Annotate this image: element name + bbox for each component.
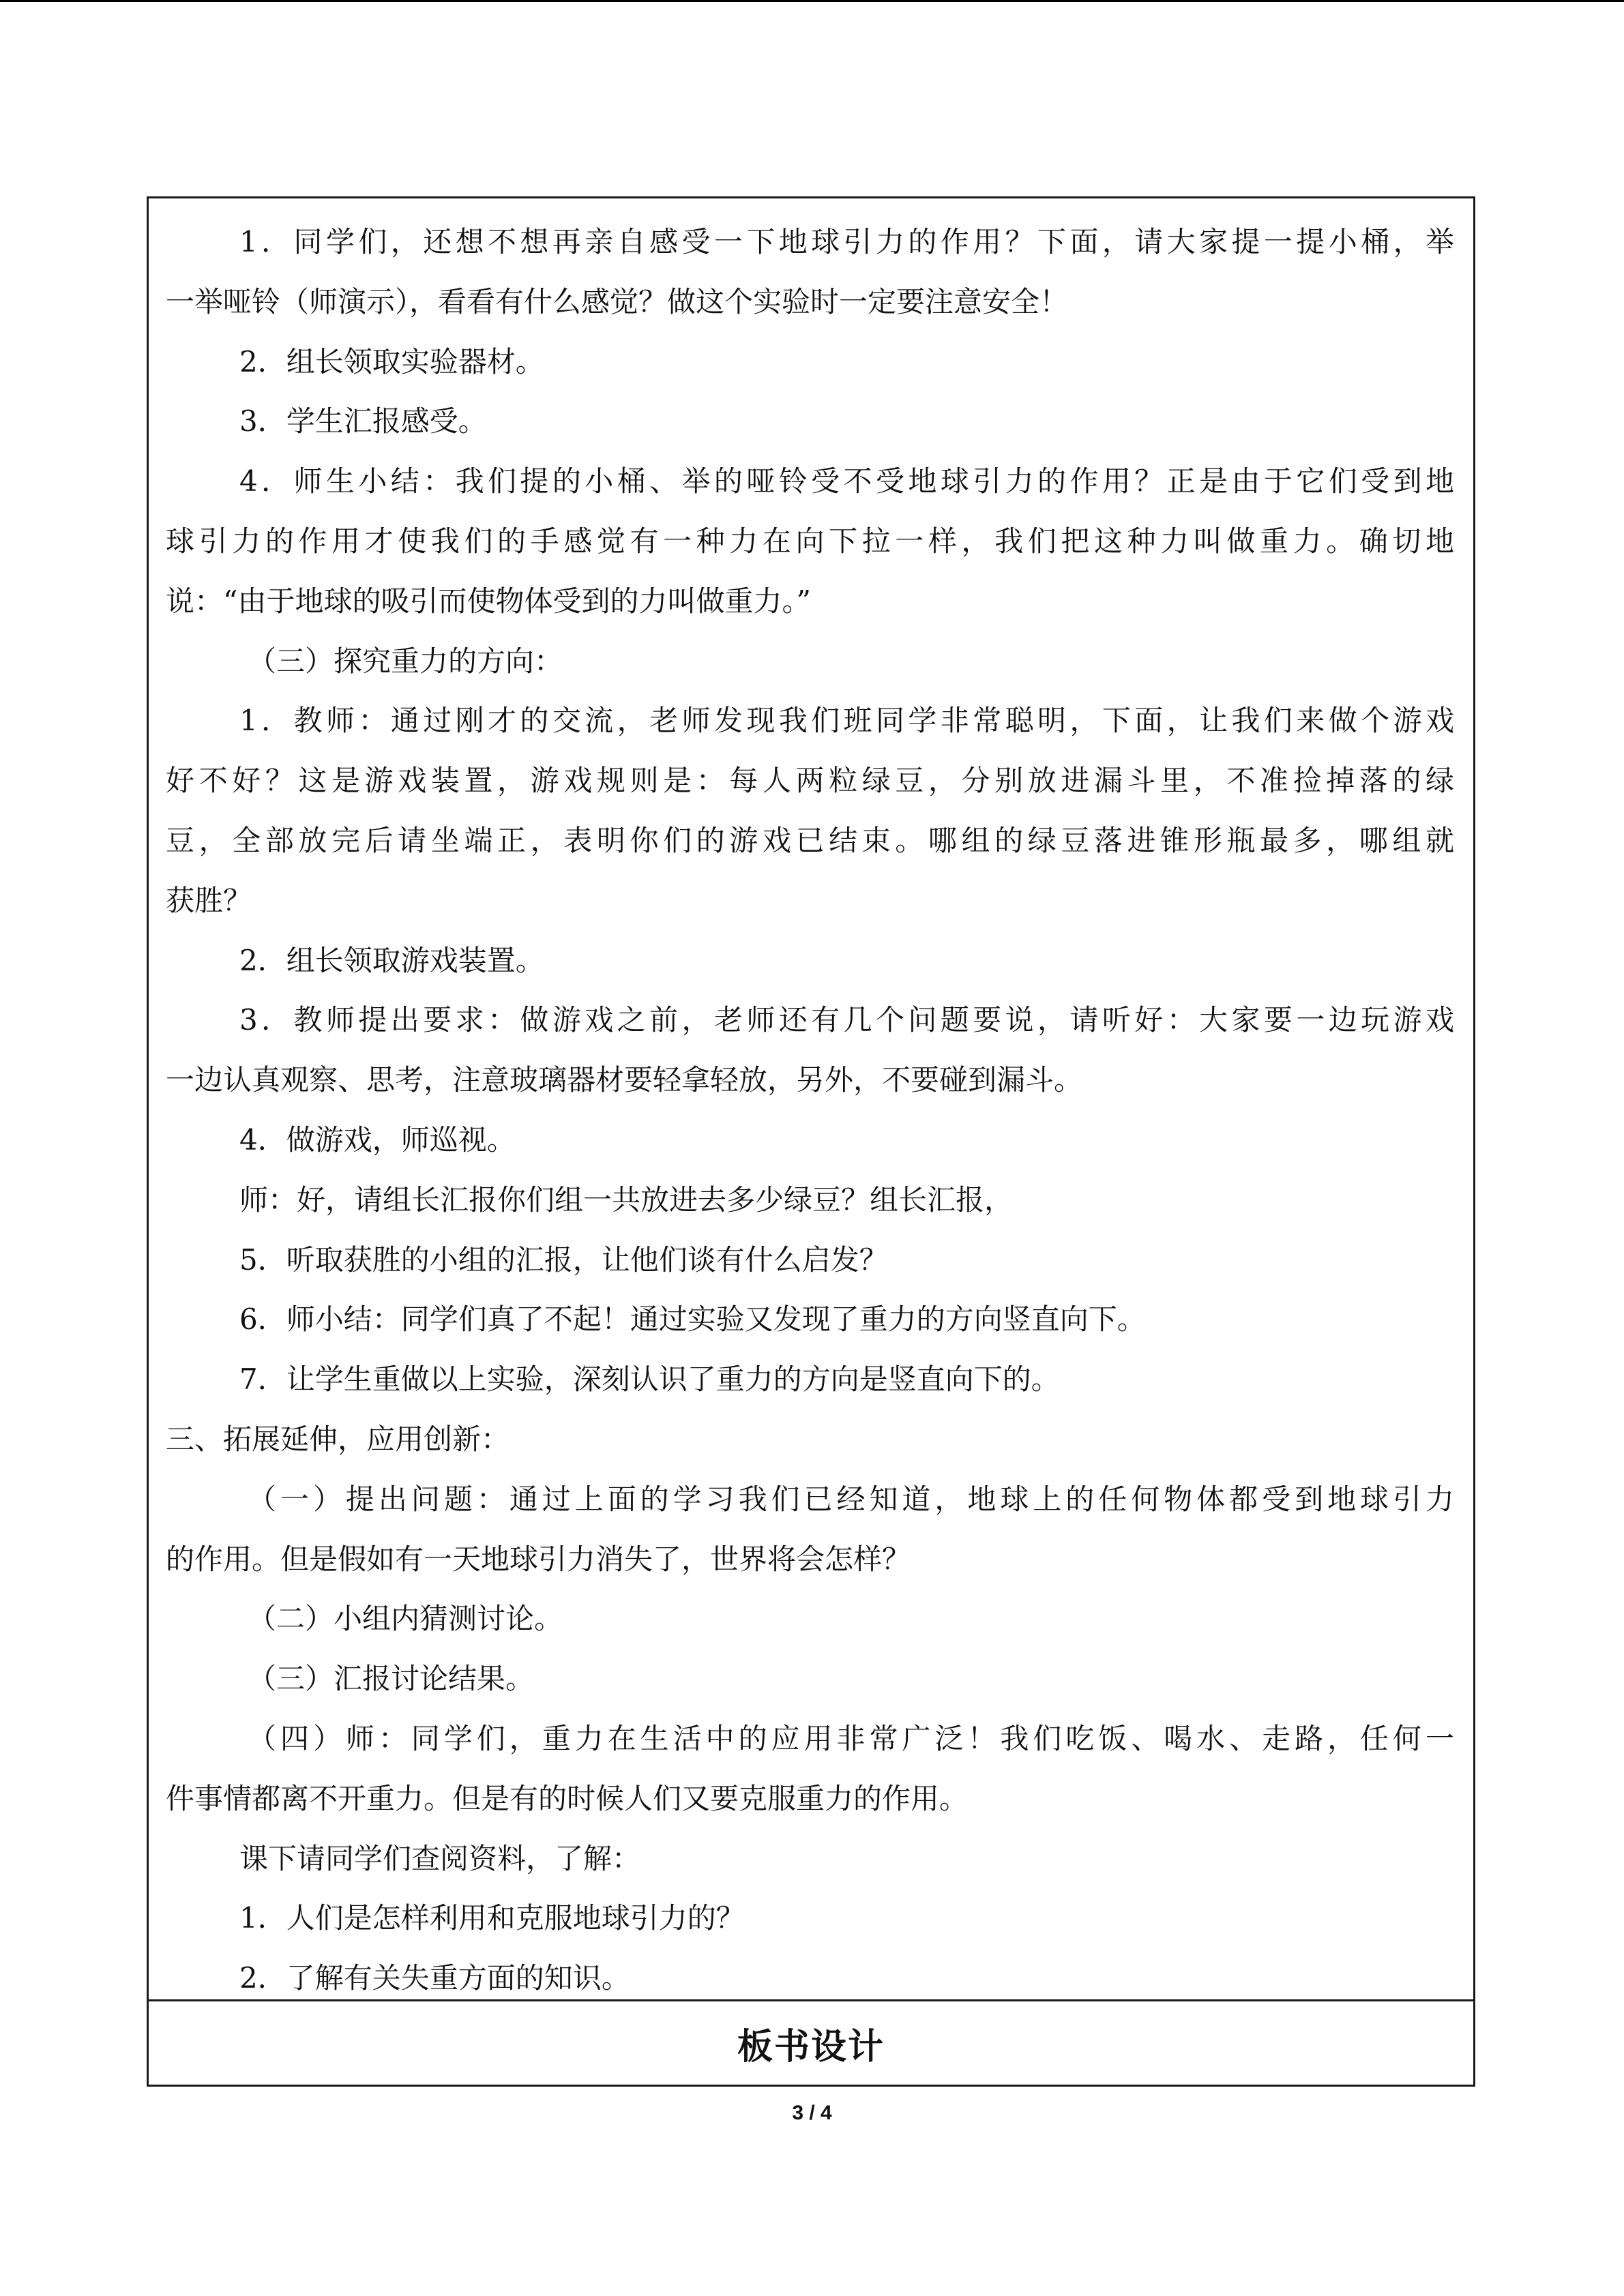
text-line: （三）汇报讨论结果。 [248, 1662, 535, 1696]
blackboard-design-title: 板书设计 [737, 2026, 885, 2068]
text-line: 球引力的作用才使我们的手感觉有一种力在向下拉一样，我们把这种力叫做重力。确切地 [166, 524, 1454, 558]
text-line: 6．师小结：同学们真了不起！通过实验又发现了重力的方向竖直向下。 [239, 1302, 1146, 1337]
text-line: （三）探究重力的方向： [248, 644, 563, 678]
lesson-plan-table [147, 196, 1475, 2087]
text-line: 说：“由于地球的吸引而使物体受到的力叫做重力。” [166, 584, 811, 618]
text-line: 5．听取获胜的小组的汇报，让他们谈有什么启发？ [239, 1242, 888, 1277]
text-line: 好不好？这是游戏装置，游戏规则是：每人两粒绿豆，分别放进漏斗里，不准捡掉落的绿 [166, 764, 1454, 798]
top-border-rule [0, 0, 1624, 2]
text-line: 4．师生小结：我们提的小桶、举的哑铃受不受地球引力的作用？正是由于它们受到地 [239, 464, 1454, 498]
lesson-content-cell [149, 198, 1473, 2001]
section-heading: 三、拓展延伸，应用创新： [166, 1422, 510, 1456]
text-line: 2．了解有关失重方面的知识。 [239, 1961, 630, 1995]
text-line: 2．组长领取游戏装置。 [239, 943, 544, 977]
text-line: 课下请同学们查阅资料，了解： [239, 1841, 641, 1875]
text-line: 1．同学们，还想不想再亲自感受一下地球引力的作用？下面，请大家提一提小桶，举 [239, 225, 1454, 258]
text-line: 师：好，请组长汇报你们组一共放进去多少绿豆？组长汇报， [239, 1182, 1014, 1217]
text-line: （一）提出问题：通过上面的学习我们已经知道，地球上的任何物体都受到地球引力 [248, 1482, 1454, 1516]
page-number: 3 / 4 [792, 2102, 832, 2124]
text-line: 的作用。但是假如有一天地球引力消失了，世界将会怎样？ [166, 1542, 911, 1576]
blackboard-design-cell [149, 2001, 1473, 2085]
text-line: 豆，全部放完后请坐端正，表明你们的游戏已结束。哪组的绿豆落进锥形瓶最多，哪组就 [166, 823, 1454, 857]
text-line: 3．教师提出要求：做游戏之前，老师还有几个问题要说，请听好：大家要一边玩游戏 [239, 1003, 1454, 1037]
text-line: 4．做游戏，师巡视。 [239, 1122, 516, 1157]
text-line: 件事情都离不开重力。但是有的时候人们又要克服重力的作用。 [166, 1781, 969, 1815]
text-line: 1．人们是怎样利用和克服地球引力的？ [239, 1901, 745, 1935]
text-line: （四）师：同学们，重力在生活中的应用非常广泛！我们吃饭、喝水、走路，任何一 [248, 1721, 1454, 1755]
text-line: 一边认真观察、思考，注意玻璃器材要轻拿轻放，另外，不要碰到漏斗。 [166, 1063, 1083, 1097]
text-line: 获胜？ [166, 883, 252, 917]
text-line: 一举哑铃（师演示），看看有什么感觉？做这个实验时一定要注意安全！ [166, 284, 1069, 318]
text-line: 7．让学生重做以上实验，深刻认识了重力的方向是竖直向下的。 [239, 1362, 1060, 1397]
text-line: 3．学生汇报感受。 [239, 404, 487, 438]
text-line: （二）小组内猜测讨论。 [248, 1602, 563, 1636]
text-line: 1．教师：通过刚才的交流，老师发现我们班同学非常聪明，下面，让我们来做个游戏 [239, 704, 1454, 738]
text-line: 2．组长领取实验器材。 [239, 344, 544, 378]
